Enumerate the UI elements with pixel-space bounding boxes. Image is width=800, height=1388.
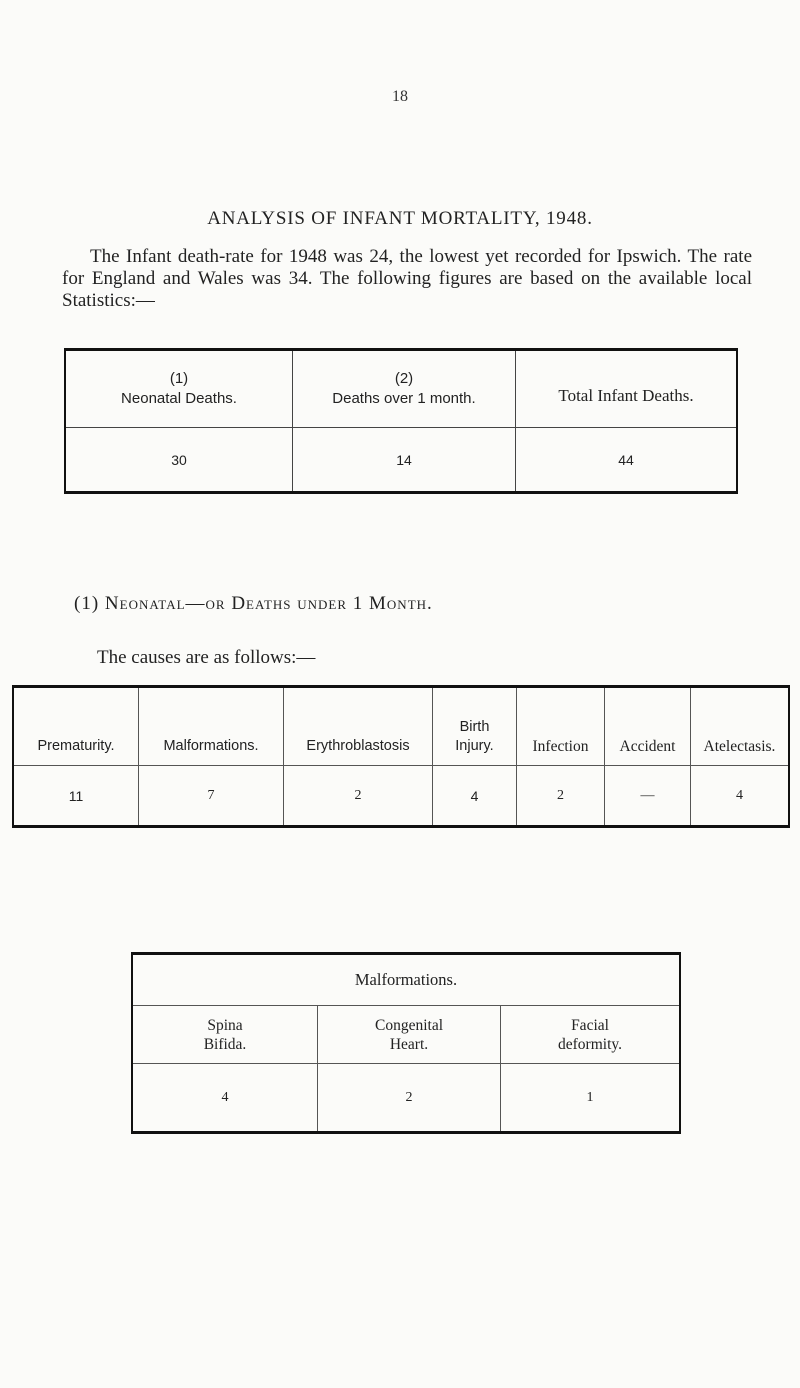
neonatal-section-heading <box>74 593 433 615</box>
malformations-values-row <box>132 1064 680 1133</box>
prematurity-header: Prematurity. <box>13 687 139 766</box>
atelectasis-value: 4 <box>736 787 743 803</box>
total-deaths-header: Total Infant Deaths. <box>516 350 738 428</box>
section-number: (1) <box>74 593 100 614</box>
facial-deformity-value: 1 <box>586 1089 594 1105</box>
page-number: 18 <box>392 88 408 105</box>
congenital-heart-line1: Congenital <box>374 1016 444 1034</box>
prematurity-value: 11 <box>13 766 139 827</box>
causes-table <box>12 685 790 828</box>
facial-deformity-line2: deformity. <box>558 1035 622 1053</box>
congenital-heart-line2: Heart. <box>389 1035 429 1053</box>
birth-injury-line2: Injury. <box>455 738 494 754</box>
accident-header: Accident <box>605 687 691 766</box>
col1-number: (1) <box>169 370 189 387</box>
neonatal-deaths-header <box>65 350 293 428</box>
birth-injury-header <box>433 687 517 766</box>
malformations-header: Malformations. <box>139 687 284 766</box>
total-deaths-value: 44 <box>618 451 634 468</box>
summary-values-row <box>65 428 737 493</box>
summary-table <box>64 348 738 494</box>
birth-injury-line1: Birth <box>459 719 490 735</box>
facial-deformity-line1: Facial <box>571 1016 609 1034</box>
malformations-value: 7 <box>139 766 284 827</box>
causes-header-row <box>13 687 789 766</box>
congenital-heart-header <box>318 1006 501 1064</box>
col2-number: (2) <box>394 370 414 387</box>
malformations-caption-row <box>132 954 680 1006</box>
malformations-header-row <box>132 1006 680 1064</box>
infection-header: Infection <box>517 687 605 766</box>
accident-value: — <box>605 766 691 827</box>
causes-values-row <box>13 766 789 827</box>
malformations-caption: Malformations. <box>132 954 680 1006</box>
summary-header-row <box>65 350 737 428</box>
atelectasis-header: Atelectasis. <box>691 687 790 766</box>
section-title: Neonatal—or Deaths under 1 Month. <box>104 593 433 614</box>
spina-bifida-value: 4 <box>132 1064 318 1133</box>
neonatal-deaths-value: 30 <box>65 428 293 493</box>
erythroblastosis-value: 2 <box>284 766 433 827</box>
deaths-over-month-header <box>293 350 516 428</box>
intro-paragraph: The Infant death-rate for 1948 was 24, the lowest yet recorded for Ipswich. The rate for England and Wales was 34. The following figures are based on the available local Statistics:— <box>62 246 752 311</box>
facial-deformity-header <box>501 1006 681 1064</box>
erythroblastosis-header: Erythroblastosis <box>284 687 433 766</box>
page-title: ANALYSIS OF INFANT MORTALITY, 1948. <box>207 208 593 229</box>
congenital-heart-value: 2 <box>318 1064 501 1133</box>
col2-label: Deaths over 1 month. <box>332 390 476 407</box>
spina-bifida-header <box>132 1006 318 1064</box>
infection-value: 2 <box>517 766 605 827</box>
spina-bifida-line1: Spina <box>207 1016 243 1034</box>
col1-label: Neonatal Deaths. <box>121 390 237 407</box>
spina-bifida-line2: Bifida. <box>203 1035 247 1053</box>
birth-injury-value: 4 <box>433 766 517 827</box>
malformations-table <box>131 952 681 1134</box>
causes-intro: The causes are as follows:— <box>97 647 316 668</box>
deaths-over-month-value: 14 <box>293 428 516 493</box>
